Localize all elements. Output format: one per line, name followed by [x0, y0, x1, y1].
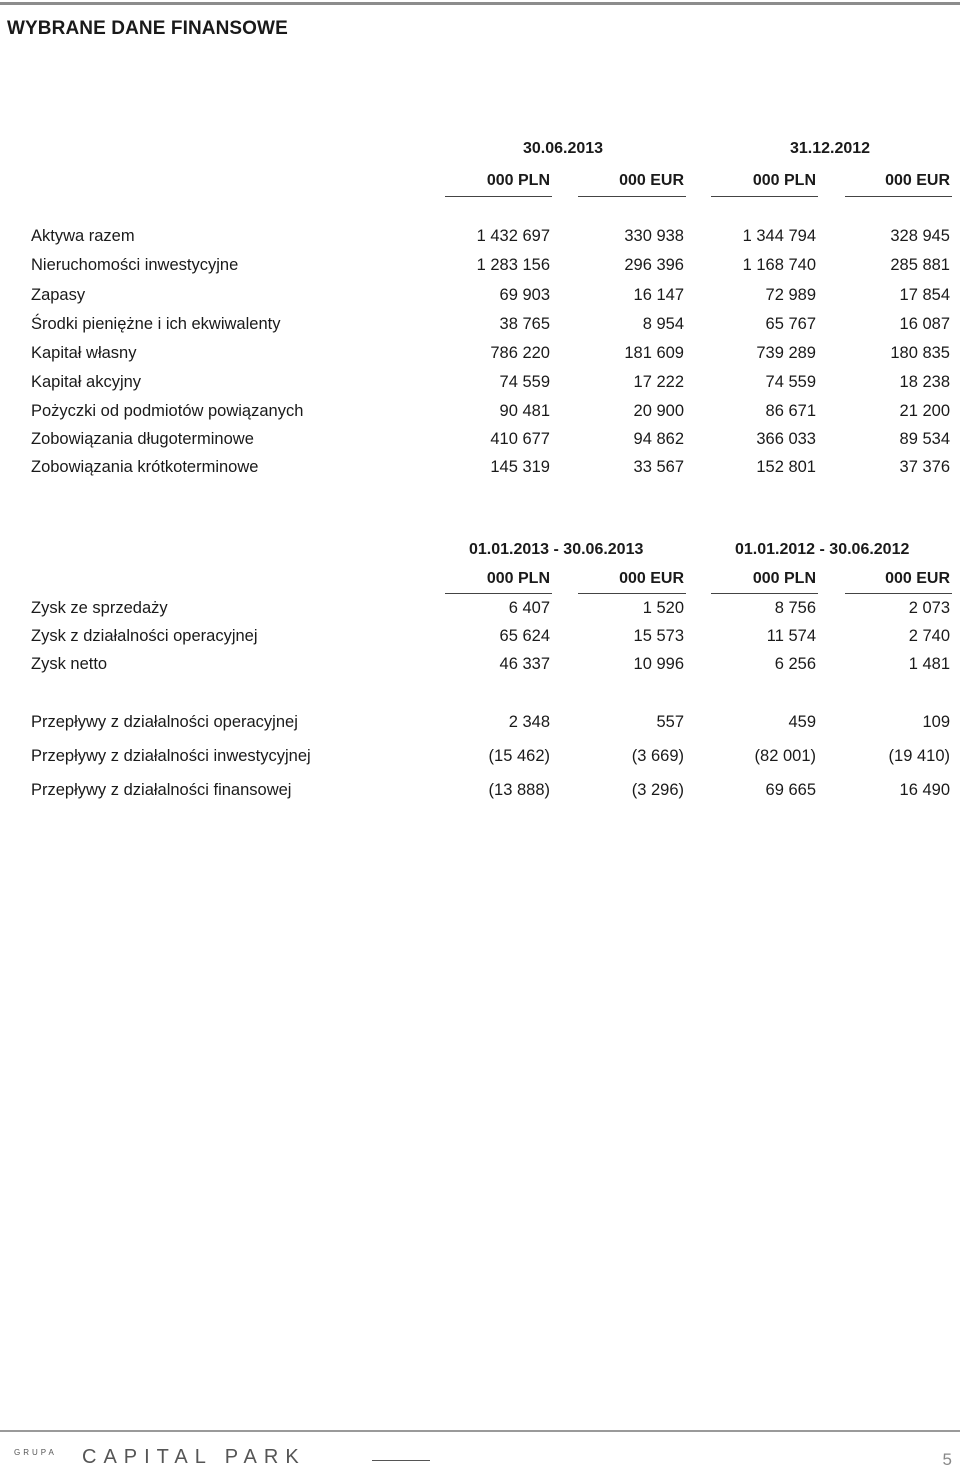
row-value: 152 801 — [756, 458, 816, 476]
row-value: 328 945 — [890, 227, 950, 245]
header-underline — [445, 593, 552, 594]
row-value: 6 407 — [508, 599, 550, 617]
row-value: 21 200 — [899, 402, 950, 420]
row-value: 38 765 — [499, 315, 550, 333]
row-value: 16 087 — [899, 315, 950, 333]
row-value: 69 903 — [499, 286, 550, 304]
row-label: Zysk netto — [31, 655, 108, 673]
header-underline — [578, 196, 686, 197]
row-value: 74 559 — [499, 373, 550, 391]
row-value: 15 573 — [633, 627, 684, 645]
row-value: 1 520 — [642, 599, 684, 617]
row-label: Zysk z działalności operacyjnej — [31, 627, 258, 645]
row-value: 410 677 — [490, 430, 550, 448]
unit-header: 000 EUR — [885, 570, 950, 587]
row-value: 16 490 — [899, 781, 950, 799]
row-label: Kapitał akcyjny — [31, 373, 142, 391]
period-header: 01.01.2012 - 30.06.2012 — [735, 541, 910, 558]
header-underline — [445, 196, 552, 197]
row-value: 6 256 — [774, 655, 816, 673]
row-value: (3 296) — [631, 781, 684, 799]
row-value: 46 337 — [499, 655, 550, 673]
row-label: Przepływy z działalności inwestycyjnej — [31, 747, 311, 765]
row-label: Pożyczki od podmiotów powiązanych — [31, 402, 304, 420]
row-value: 1 168 740 — [742, 256, 816, 274]
unit-header: 000 PLN — [486, 570, 550, 587]
row-value: 459 — [788, 713, 816, 731]
row-label: Kapitał własny — [31, 344, 137, 362]
row-label: Aktywa razem — [31, 227, 135, 245]
company-logo: CAPITAL PARK — [82, 1446, 306, 1468]
row-value: 145 319 — [490, 458, 550, 476]
header-underline — [845, 593, 952, 594]
row-value: 180 835 — [890, 344, 950, 362]
header-underline — [845, 196, 952, 197]
row-value: 72 989 — [765, 286, 816, 304]
row-value: (15 462) — [488, 747, 550, 765]
row-value: 2 348 — [508, 713, 550, 731]
row-value: 37 376 — [899, 458, 950, 476]
unit-header: 000 PLN — [752, 172, 816, 189]
row-value: 557 — [656, 713, 684, 731]
footer-rule — [0, 1430, 960, 1432]
row-value: 296 396 — [624, 256, 684, 274]
row-value: 285 881 — [890, 256, 950, 274]
row-value: 1 283 156 — [476, 256, 550, 274]
row-label: Zobowiązania długoterminowe — [31, 430, 254, 448]
row-value: 1 481 — [908, 655, 950, 673]
row-label: Zapasy — [31, 286, 86, 304]
row-label: Zysk ze sprzedaży — [31, 599, 168, 617]
row-value: 18 238 — [899, 373, 950, 391]
row-value: 94 862 — [633, 430, 684, 448]
page-number: 5 — [942, 1450, 952, 1469]
header-underline — [711, 196, 818, 197]
unit-header: 000 PLN — [752, 570, 816, 587]
top-rule — [0, 2, 960, 5]
row-value: 86 671 — [765, 402, 816, 420]
row-value: 8 756 — [774, 599, 816, 617]
row-value: 109 — [922, 713, 950, 731]
unit-header: 000 PLN — [486, 172, 550, 189]
row-value: 1 432 697 — [476, 227, 550, 245]
row-value: 89 534 — [899, 430, 950, 448]
row-value: 181 609 — [624, 344, 684, 362]
row-value: 90 481 — [499, 402, 550, 420]
row-value: 17 854 — [899, 286, 950, 304]
row-value: 69 665 — [765, 781, 816, 799]
row-value: 10 996 — [633, 655, 684, 673]
row-value: 16 147 — [633, 286, 684, 304]
row-value: (3 669) — [631, 747, 684, 765]
row-value: (13 888) — [488, 781, 550, 799]
row-value: 739 289 — [756, 344, 816, 362]
row-label: Środki pieniężne i ich ekwiwalenty — [31, 315, 281, 333]
row-value: 2 740 — [908, 627, 950, 645]
row-label: Przepływy z działalności finansowej — [31, 781, 292, 799]
row-value: 17 222 — [633, 373, 684, 391]
row-value: 65 624 — [499, 627, 550, 645]
period-header: 31.12.2012 — [790, 140, 871, 157]
row-label: Nieruchomości inwestycyjne — [31, 256, 239, 274]
row-value: 330 938 — [624, 227, 684, 245]
row-value: 366 033 — [756, 430, 816, 448]
row-label: Zobowiązania krótkoterminowe — [31, 458, 259, 476]
row-value: 8 954 — [642, 315, 684, 333]
row-value: 33 567 — [633, 458, 684, 476]
unit-header: 000 EUR — [619, 570, 684, 587]
unit-header: 000 EUR — [619, 172, 684, 189]
logo-underline — [372, 1460, 430, 1461]
header-underline — [711, 593, 818, 594]
row-value: 1 344 794 — [742, 227, 816, 245]
row-label: Przepływy z działalności operacyjnej — [31, 713, 298, 731]
row-value: 20 900 — [633, 402, 684, 420]
row-value: 74 559 — [765, 373, 816, 391]
row-value: 786 220 — [490, 344, 550, 362]
row-value: 65 767 — [765, 315, 816, 333]
unit-header: 000 EUR — [885, 172, 950, 189]
row-value: (19 410) — [888, 747, 950, 765]
page-title: WYBRANE DANE FINANSOWE — [7, 18, 288, 39]
row-value: 11 574 — [766, 627, 816, 645]
header-underline — [578, 593, 686, 594]
row-value: 2 073 — [908, 599, 950, 617]
logo-prefix: GRUPA — [14, 1448, 57, 1457]
period-header: 30.06.2013 — [523, 140, 604, 157]
period-header: 01.01.2013 - 30.06.2013 — [469, 541, 644, 558]
row-value: (82 001) — [754, 747, 816, 765]
